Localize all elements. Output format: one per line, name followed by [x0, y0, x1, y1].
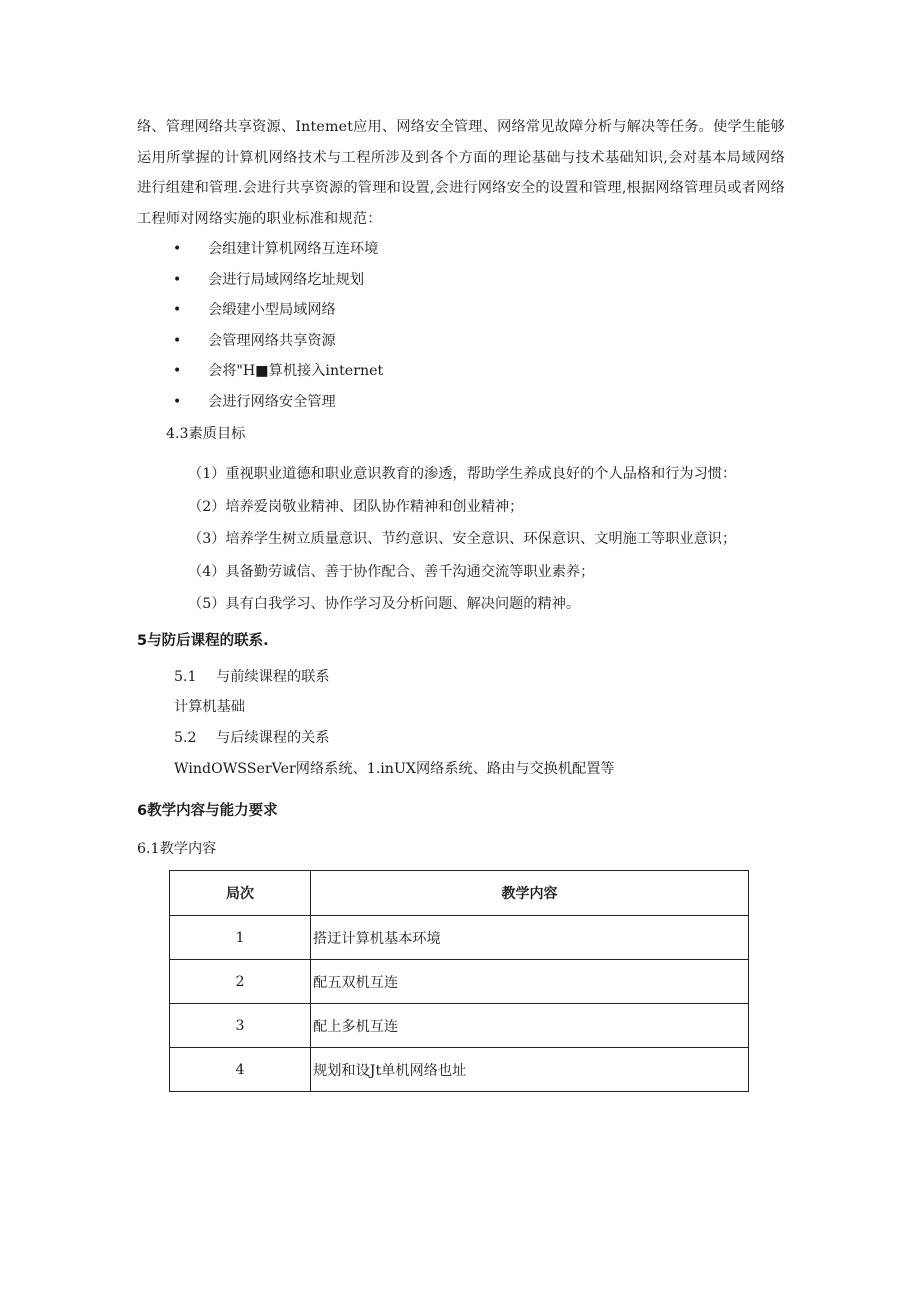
table-row: [170, 1004, 749, 1048]
table-row: [170, 916, 749, 960]
skill-text: 会进行网络安全管理: [208, 393, 336, 410]
list-item: [173, 387, 383, 418]
section-5-1-body: 计算机基础: [174, 699, 245, 715]
section-5-2-heading: [174, 728, 330, 748]
list-item: [173, 356, 383, 387]
intro-paragraph: 络、管理网络共享资源、Intemet应用、网络安全管理、网络常见故障分析与解决等任务。使学生能够运用所掌握的计算机网络技术与工程所涉及到各个方面的理论基础与技术基础知识,会对基本局域网络进行组建和管理.会进行共享资源的管理和设置,会进行网络安全的设置和管理,根据网络管理员或者网络工程师对网络实施的职业标准和规范：: [137, 119, 785, 227]
table-row: [170, 960, 749, 1004]
section-5-1-title: 与前续课程的联系: [216, 669, 330, 685]
list-item: [173, 265, 383, 296]
week-cell: 2: [170, 960, 311, 1004]
section-6-heading: 6教学内容与能力要求: [137, 803, 278, 819]
column-header-week: 局次: [170, 871, 311, 916]
content-cell: 搭迂计算机基本环境: [311, 916, 749, 960]
teaching-content-table: [169, 870, 749, 1092]
section-5-1-number: 5.1: [174, 669, 197, 685]
skill-text: 会缎建小型局域网络: [208, 302, 336, 319]
column-header-content: 教学内容: [311, 871, 749, 916]
table-header-row: [170, 871, 749, 916]
list-item: [173, 234, 383, 265]
section-5-2-number: 5.2: [174, 730, 197, 746]
bullet-dot-icon: •: [173, 393, 182, 410]
skill-text: 会管理网络共享资源: [208, 332, 336, 349]
week-cell: 3: [170, 1004, 311, 1048]
list-item: （1）重视职业道德和职业意识教育的渗透，帮助学生养成良好的个人品格和行为习惯：: [188, 466, 737, 482]
week-cell: 1: [170, 916, 311, 960]
section-5-2-title: 与后续课程的关系: [216, 730, 330, 746]
section-6-1-heading: 6.1教学内容: [137, 841, 217, 857]
list-item: （2）培养爱岗敬业精神、团队协作精神和创业精神；: [188, 498, 524, 515]
list-item: [173, 326, 383, 357]
week-cell: 4: [170, 1048, 311, 1092]
section-5-2-body: WindOWSSerVer网络系统、1.inUX网络系统、路由与交换机配置等: [174, 761, 615, 777]
bullet-dot-icon: •: [173, 241, 182, 257]
content-cell: 配五双机互连: [311, 960, 749, 1004]
quality-goals-title: 4.3素质目标: [166, 426, 246, 442]
content-cell: 规划和设Jt单机网络也址: [311, 1048, 749, 1092]
bullet-dot-icon: •: [173, 363, 182, 380]
section-5-heading: 5与防后课程的联系.: [137, 633, 269, 649]
bullet-dot-icon: •: [173, 332, 182, 349]
quality-goals-list: [188, 462, 736, 625]
skills-list: [173, 234, 383, 418]
bullet-dot-icon: •: [173, 271, 182, 288]
list-item: （3）培养学生树立质量意识、节约意识、安全意识、环保意识、文明施工等职业意识；: [188, 531, 737, 547]
skill-text: 会组建计算机网络互连环境: [208, 241, 379, 257]
skill-text: 会进行局域网络圪址规划: [208, 271, 365, 288]
list-item: [173, 295, 383, 326]
section-5-1-heading: [174, 667, 330, 687]
skill-text: 会将"H■算机接入internet: [208, 363, 384, 380]
list-item: （4）具备勤劳诚信、善于协作配合、善千沟通交流等职业素养；: [188, 563, 595, 580]
content-cell: 配上多机互连: [311, 1004, 749, 1048]
list-item: （5）具有白我学习、协作学习及分析问题、解决问题的精神。: [188, 596, 581, 612]
bullet-dot-icon: •: [173, 302, 182, 319]
table-row: [170, 1048, 749, 1092]
